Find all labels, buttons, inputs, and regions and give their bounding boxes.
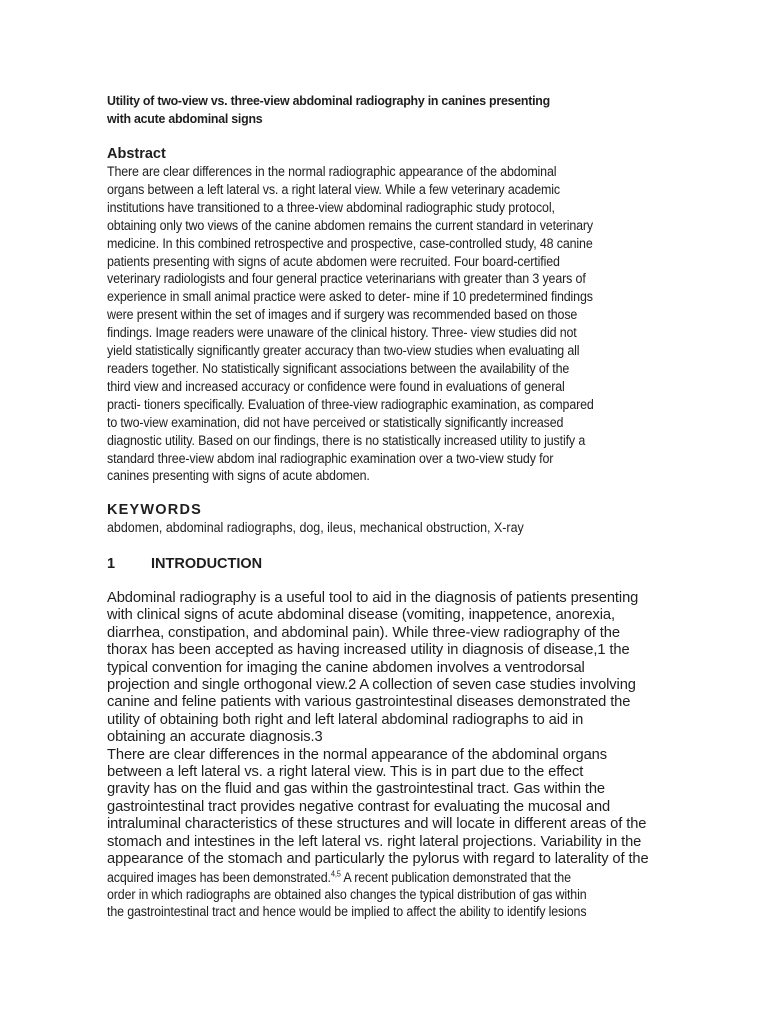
abstract-body-line: yield statistically significantly greater accuracy than two-view studies when evaluating all (107, 343, 580, 359)
abstract-body-line: experience in small animal practice were asked to deter- mine if 10 predetermined findings (107, 289, 593, 305)
introduction-line-citation (107, 869, 684, 886)
paper-title-line-2: with acute abdominal signs (107, 111, 263, 126)
intro-narrow-line: order in which radiographs are obtained also changes the typical distribution of gas within (107, 886, 587, 902)
abstract-body-line: There are clear differences in the normal radiographic appearance of the abdominal (107, 164, 557, 179)
intro-wide-line: thorax has been accepted as having increased utility in diagnosis of disease,1 the (107, 642, 630, 659)
abstract-body-line: practi- tioners specifically. Evaluation of three-view radiographic examination, as compared (107, 396, 594, 412)
introduction-line-citation-tail: A recent publication demonstrated that the (340, 869, 571, 885)
abstract-body-line: were present within the set of images and if surgery was recommended based on those (107, 307, 578, 323)
intro-wide-line: utility of obtaining both right and left lateral abdominal radiographs to aid in (107, 711, 584, 728)
introduction-wide-lines (107, 590, 667, 869)
intro-wide-line: gravity has on the fluid and gas within the gastrointestinal tract. Gas within the (107, 781, 605, 798)
section-title: INTRODUCTION (151, 556, 263, 572)
intro-wide-line: gastrointestinal tract provides negative contrast for evaluating the mucosal and (107, 798, 611, 815)
introduction-narrow-lines (107, 869, 684, 921)
abstract-body-line: medicine. In this combined retrospective and prospective, case-controlled study, 48 canine (107, 235, 593, 251)
abstract-body-line: obtaining only two views of the canine abdomen remains the current standard in veterinary (107, 217, 593, 233)
abstract-body-line: to two-view examination, did not have perceived or statistically significantly increased (107, 414, 564, 430)
abstract-heading: Abstract (107, 146, 166, 162)
intro-wide-line: obtaining an accurate diagnosis.3 (107, 729, 323, 746)
citation-superscript: 4,5 (330, 869, 341, 879)
abstract-body-line: diagnostic utility. Based on our findings, there is no statistically increased utility to justify a (107, 432, 586, 448)
abstract-body-line: third view and increased accuracy or confidence were found in evaluations of general (107, 378, 565, 394)
intro-wide-line: stomach and intestines in the left lateral vs. right lateral projections. Variability in the (107, 833, 642, 850)
abstract-body-line: organs between a left lateral vs. a right lateral view. While a few veterinary academic (107, 181, 561, 197)
introduction-body (107, 590, 667, 921)
intro-wide-line: between a left lateral vs. a right lateral view. This is in part due to the effect (107, 764, 584, 781)
section-heading-introduction (107, 555, 667, 573)
intro-wide-line: appearance of the stomach and particularly the pylorus with regard to laterality of the (107, 851, 649, 868)
intro-wide-line: Abdominal radiography is a useful tool to aid in the diagnosis of patients presenting (107, 590, 639, 606)
introduction-narrow-tail (107, 886, 684, 921)
intro-wide-line: intraluminal characteristics of these structures and will locate in different areas of the (107, 816, 647, 833)
intro-wide-line: There are clear differences in the normal appearance of the abdominal organs (107, 746, 607, 763)
abstract-body-line: veterinary radiologists and four general practice veterinarians with greater than 3 years of (107, 271, 586, 287)
keywords-heading: KEYWORDS (107, 502, 202, 518)
abstract-body-line: patients presenting with signs of acute abdomen were recruited. Four board-certified (107, 253, 560, 269)
abstract-body-line: findings. Image readers were unaware of the clinical history. Three- view studies did not (107, 325, 577, 341)
paper-title-line-1: Utility of two-view vs. three-view abdominal radiography in canines presenting (107, 93, 550, 108)
introduction-line-citation-text: acquired images has been demonstrated. (107, 869, 331, 885)
intro-wide-line: diarrhea, constipation, and abdominal pain). While three-view radiography of the (107, 624, 620, 641)
abstract-body-line: institutions have transitioned to a three-view abdominal radiographic study protocol, (107, 199, 555, 215)
keywords-text: abdomen, abdominal radiographs, dog, ileus, mechanical obstruction, X-ray (107, 520, 524, 535)
intro-narrow-line: the gastrointestinal tract and hence would be implied to affect the ability to identify lesions (107, 904, 587, 920)
intro-wide-line: with clinical signs of acute abdominal disease (vomiting, inappetence, anorexia, (107, 607, 615, 624)
intro-wide-line: canine and feline patients with various gastrointestinal diseases demonstrated the (107, 694, 631, 711)
abstract-body-line: canines presenting with signs of acute abdomen. (107, 468, 370, 484)
abstract-body-line: readers together. No statistically significant associations between the availability of the (107, 360, 570, 376)
paper-title (107, 92, 665, 128)
section-number: 1 (107, 556, 116, 572)
intro-wide-line: typical convention for imaging the canine abdomen involves a ventrodorsal (107, 659, 585, 676)
abstract-body-line: standard three-view abdom inal radiographic examination over a two-view study for (107, 450, 554, 466)
intro-wide-line: projection and single orthogonal view.2 A collection of seven case studies involving (107, 677, 636, 694)
abstract-body (107, 163, 665, 485)
